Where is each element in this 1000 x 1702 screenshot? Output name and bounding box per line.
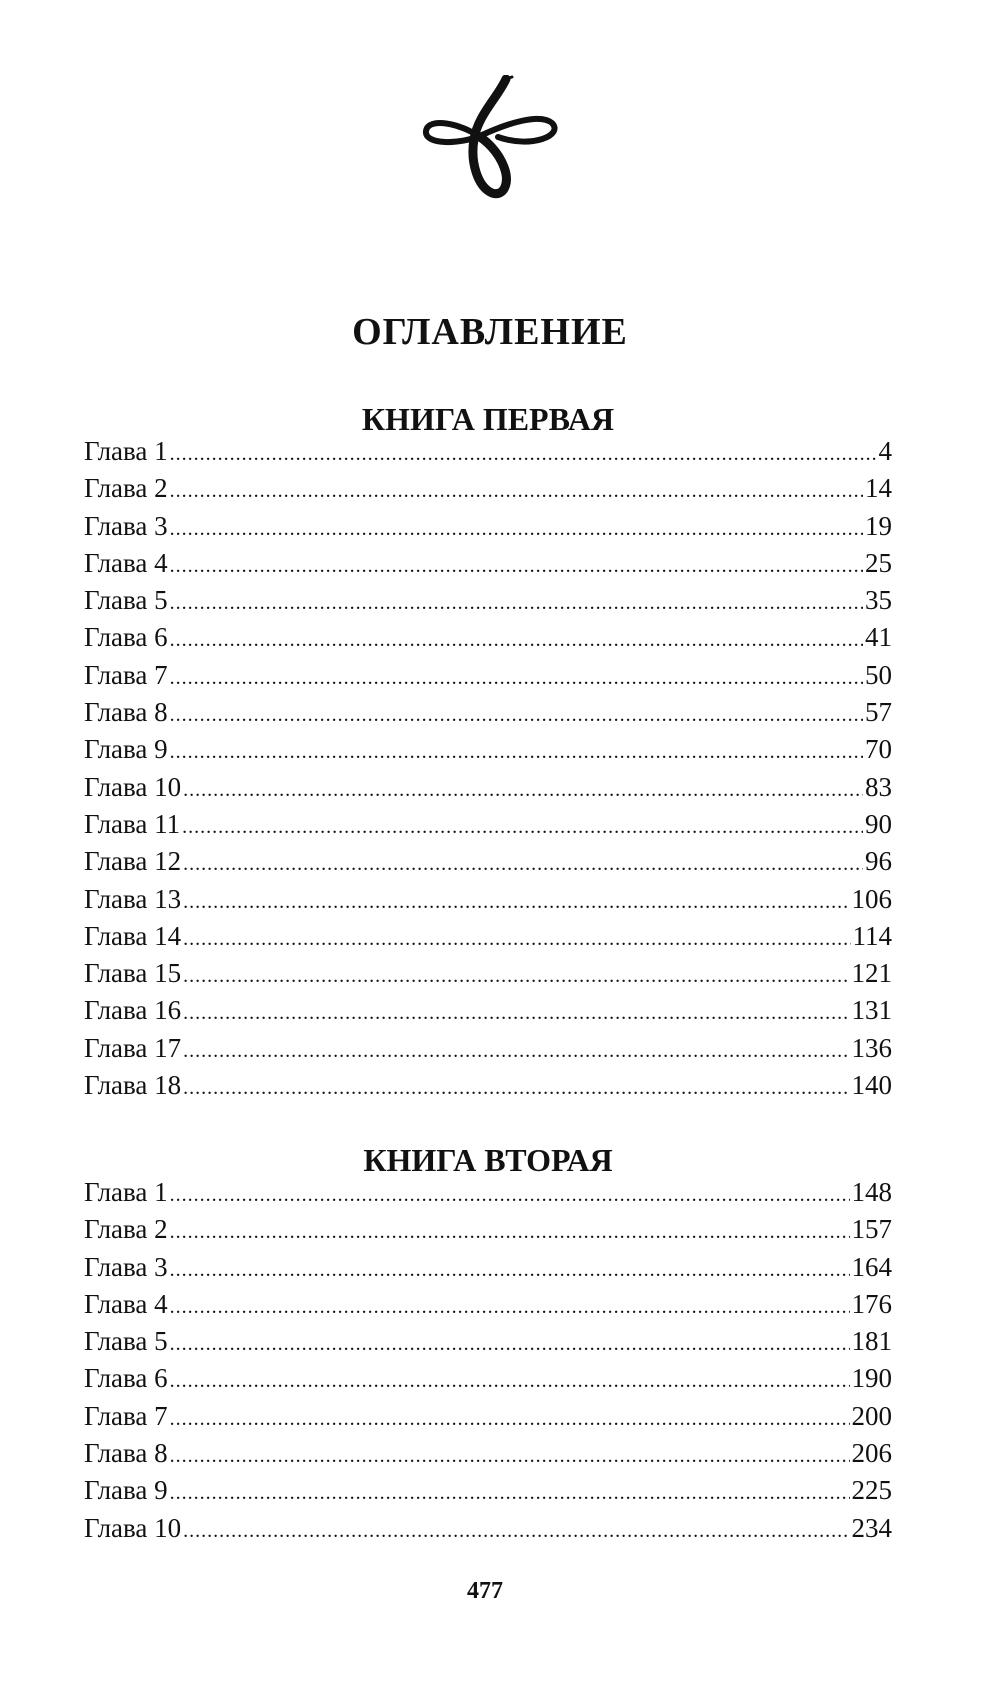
dot-leader: [183, 1513, 849, 1550]
chapter-page: 57: [865, 697, 892, 728]
chapter-page: 206: [851, 1438, 892, 1469]
toc-row: [84, 470, 892, 507]
book-first-section: [84, 399, 892, 1104]
chapter-label: Глава 10: [84, 1512, 182, 1543]
book-first-heading: КНИГА ПЕРВАЯ: [361, 401, 615, 437]
dot-leader: [170, 697, 863, 734]
toc-row: [84, 881, 892, 918]
toc-row: [84, 806, 892, 843]
dot-leader: [170, 585, 863, 622]
chapter-page: 164: [851, 1251, 892, 1282]
chapter-page: 14: [865, 473, 892, 504]
chapter-label: Глава 4: [84, 547, 168, 578]
dot-leader: [170, 548, 863, 585]
toc-row: [84, 1398, 892, 1435]
toc-row: [84, 769, 892, 806]
chapter-page: 148: [851, 1177, 892, 1207]
chapter-page: 136: [851, 1032, 892, 1063]
toc-row: [84, 694, 892, 731]
chapter-page: 140: [851, 1070, 892, 1101]
toc-row: [84, 731, 892, 768]
dot-leader: [183, 958, 849, 995]
dot-leader: [170, 660, 863, 697]
chapter-label: Глава 14: [84, 920, 182, 951]
chapter-label: Глава 6: [84, 1363, 168, 1394]
chapter-page: 157: [851, 1214, 892, 1245]
chapter-label: Глава 2: [84, 473, 168, 504]
chapter-label: Глава 2: [84, 1214, 168, 1245]
toc-row: [84, 582, 892, 619]
chapter-page: 19: [865, 510, 892, 541]
toc-row: [84, 1360, 892, 1397]
dot-leader: [170, 511, 863, 548]
chapter-label: Глава 12: [84, 846, 182, 877]
chapter-page: 114: [852, 920, 892, 951]
chapter-label: Глава 6: [84, 622, 168, 653]
chapter-page: 121: [851, 958, 892, 989]
dot-leader: [170, 1326, 850, 1363]
chapter-page: 190: [851, 1363, 892, 1394]
chapter-label: Глава 18: [84, 1070, 182, 1101]
chapter-label: Глава 5: [84, 1326, 168, 1357]
chapter-label: Глава 17: [84, 1032, 182, 1063]
chapter-page: 4: [878, 436, 892, 466]
dot-leader: [183, 846, 863, 883]
calligraphic-flourish-icon: [420, 75, 570, 200]
chapter-page: 70: [865, 734, 892, 765]
toc-row: [84, 433, 892, 470]
chapter-label: Глава 11: [84, 808, 181, 839]
dot-leader: [170, 734, 863, 771]
toc-row: [84, 1510, 892, 1547]
toc-row: [84, 1211, 892, 1248]
chapter-label: Глава 13: [84, 883, 182, 914]
chapter-page: 35: [865, 585, 892, 616]
toc-row: [84, 619, 892, 656]
chapter-label: Глава 4: [84, 1288, 168, 1319]
chapter-label: Глава 16: [84, 995, 182, 1026]
toc-row: [84, 1030, 892, 1067]
chapter-page: 131: [851, 995, 892, 1026]
toc-row: [84, 1174, 892, 1211]
dot-leader: [183, 1033, 849, 1070]
chapter-page: 83: [865, 771, 892, 802]
toc-row: [84, 545, 892, 582]
toc-row: [84, 992, 892, 1029]
toc-row: [84, 1286, 892, 1323]
toc-row: [84, 918, 892, 955]
dot-leader: [170, 1475, 850, 1512]
page-number: 477: [467, 1578, 503, 1604]
chapter-label: Глава 3: [84, 1251, 168, 1282]
dot-leader: [170, 1438, 850, 1475]
chapter-label: Глава 10: [84, 771, 182, 802]
page-title: ОГЛАВЛЕНИЕ: [352, 311, 628, 354]
chapter-label: Глава 3: [84, 510, 168, 541]
toc-row: [84, 1067, 892, 1104]
dot-leader: [170, 473, 863, 510]
toc-row: [84, 1323, 892, 1360]
book-second-heading: КНИГА ВТОРАЯ: [363, 1142, 613, 1178]
dot-leader: [170, 436, 877, 473]
chapter-label: Глава 1: [84, 1177, 168, 1207]
chapter-label: Глава 8: [84, 697, 168, 728]
dot-leader: [170, 1177, 850, 1214]
chapter-page: 176: [851, 1288, 892, 1319]
book-first-chapter-list: [84, 433, 892, 1104]
dot-leader: [170, 622, 863, 659]
dot-leader: [183, 995, 849, 1032]
toc-row: [84, 1249, 892, 1286]
dot-leader: [170, 1252, 850, 1289]
dot-leader: [170, 1214, 850, 1251]
dot-leader: [170, 1289, 850, 1326]
chapter-page: 90: [865, 808, 892, 839]
chapter-page: 96: [865, 846, 892, 877]
chapter-page: 181: [851, 1326, 892, 1357]
chapter-label: Глава 9: [84, 734, 168, 765]
chapter-page: 41: [865, 622, 892, 653]
book-second-chapter-list: [84, 1174, 892, 1547]
dot-leader: [170, 1363, 850, 1400]
chapter-label: Глава 1: [84, 436, 168, 466]
dot-leader: [183, 921, 850, 958]
toc-row: [84, 843, 892, 880]
chapter-page: 106: [851, 883, 892, 914]
toc-row: [84, 657, 892, 694]
dot-leader: [183, 1070, 849, 1107]
chapter-label: Глава 5: [84, 585, 168, 616]
toc-row: [84, 1472, 892, 1509]
chapter-label: Глава 7: [84, 1400, 168, 1431]
book-second-section: [84, 1140, 892, 1547]
chapter-label: Глава 15: [84, 958, 182, 989]
chapter-page: 225: [851, 1475, 892, 1506]
chapter-page: 50: [865, 659, 892, 690]
chapter-page: 200: [851, 1400, 892, 1431]
chapter-page: 25: [865, 547, 892, 578]
dot-leader: [183, 884, 849, 921]
toc-row: [84, 1435, 892, 1472]
toc-row: [84, 508, 892, 545]
dot-leader: [170, 1401, 850, 1438]
chapter-label: Глава 8: [84, 1438, 168, 1469]
chapter-label: Глава 7: [84, 659, 168, 690]
dot-leader: [183, 772, 863, 809]
toc-row: [84, 955, 892, 992]
chapter-label: Глава 9: [84, 1475, 168, 1506]
chapter-page: 234: [851, 1512, 892, 1543]
dot-leader: [182, 809, 863, 846]
